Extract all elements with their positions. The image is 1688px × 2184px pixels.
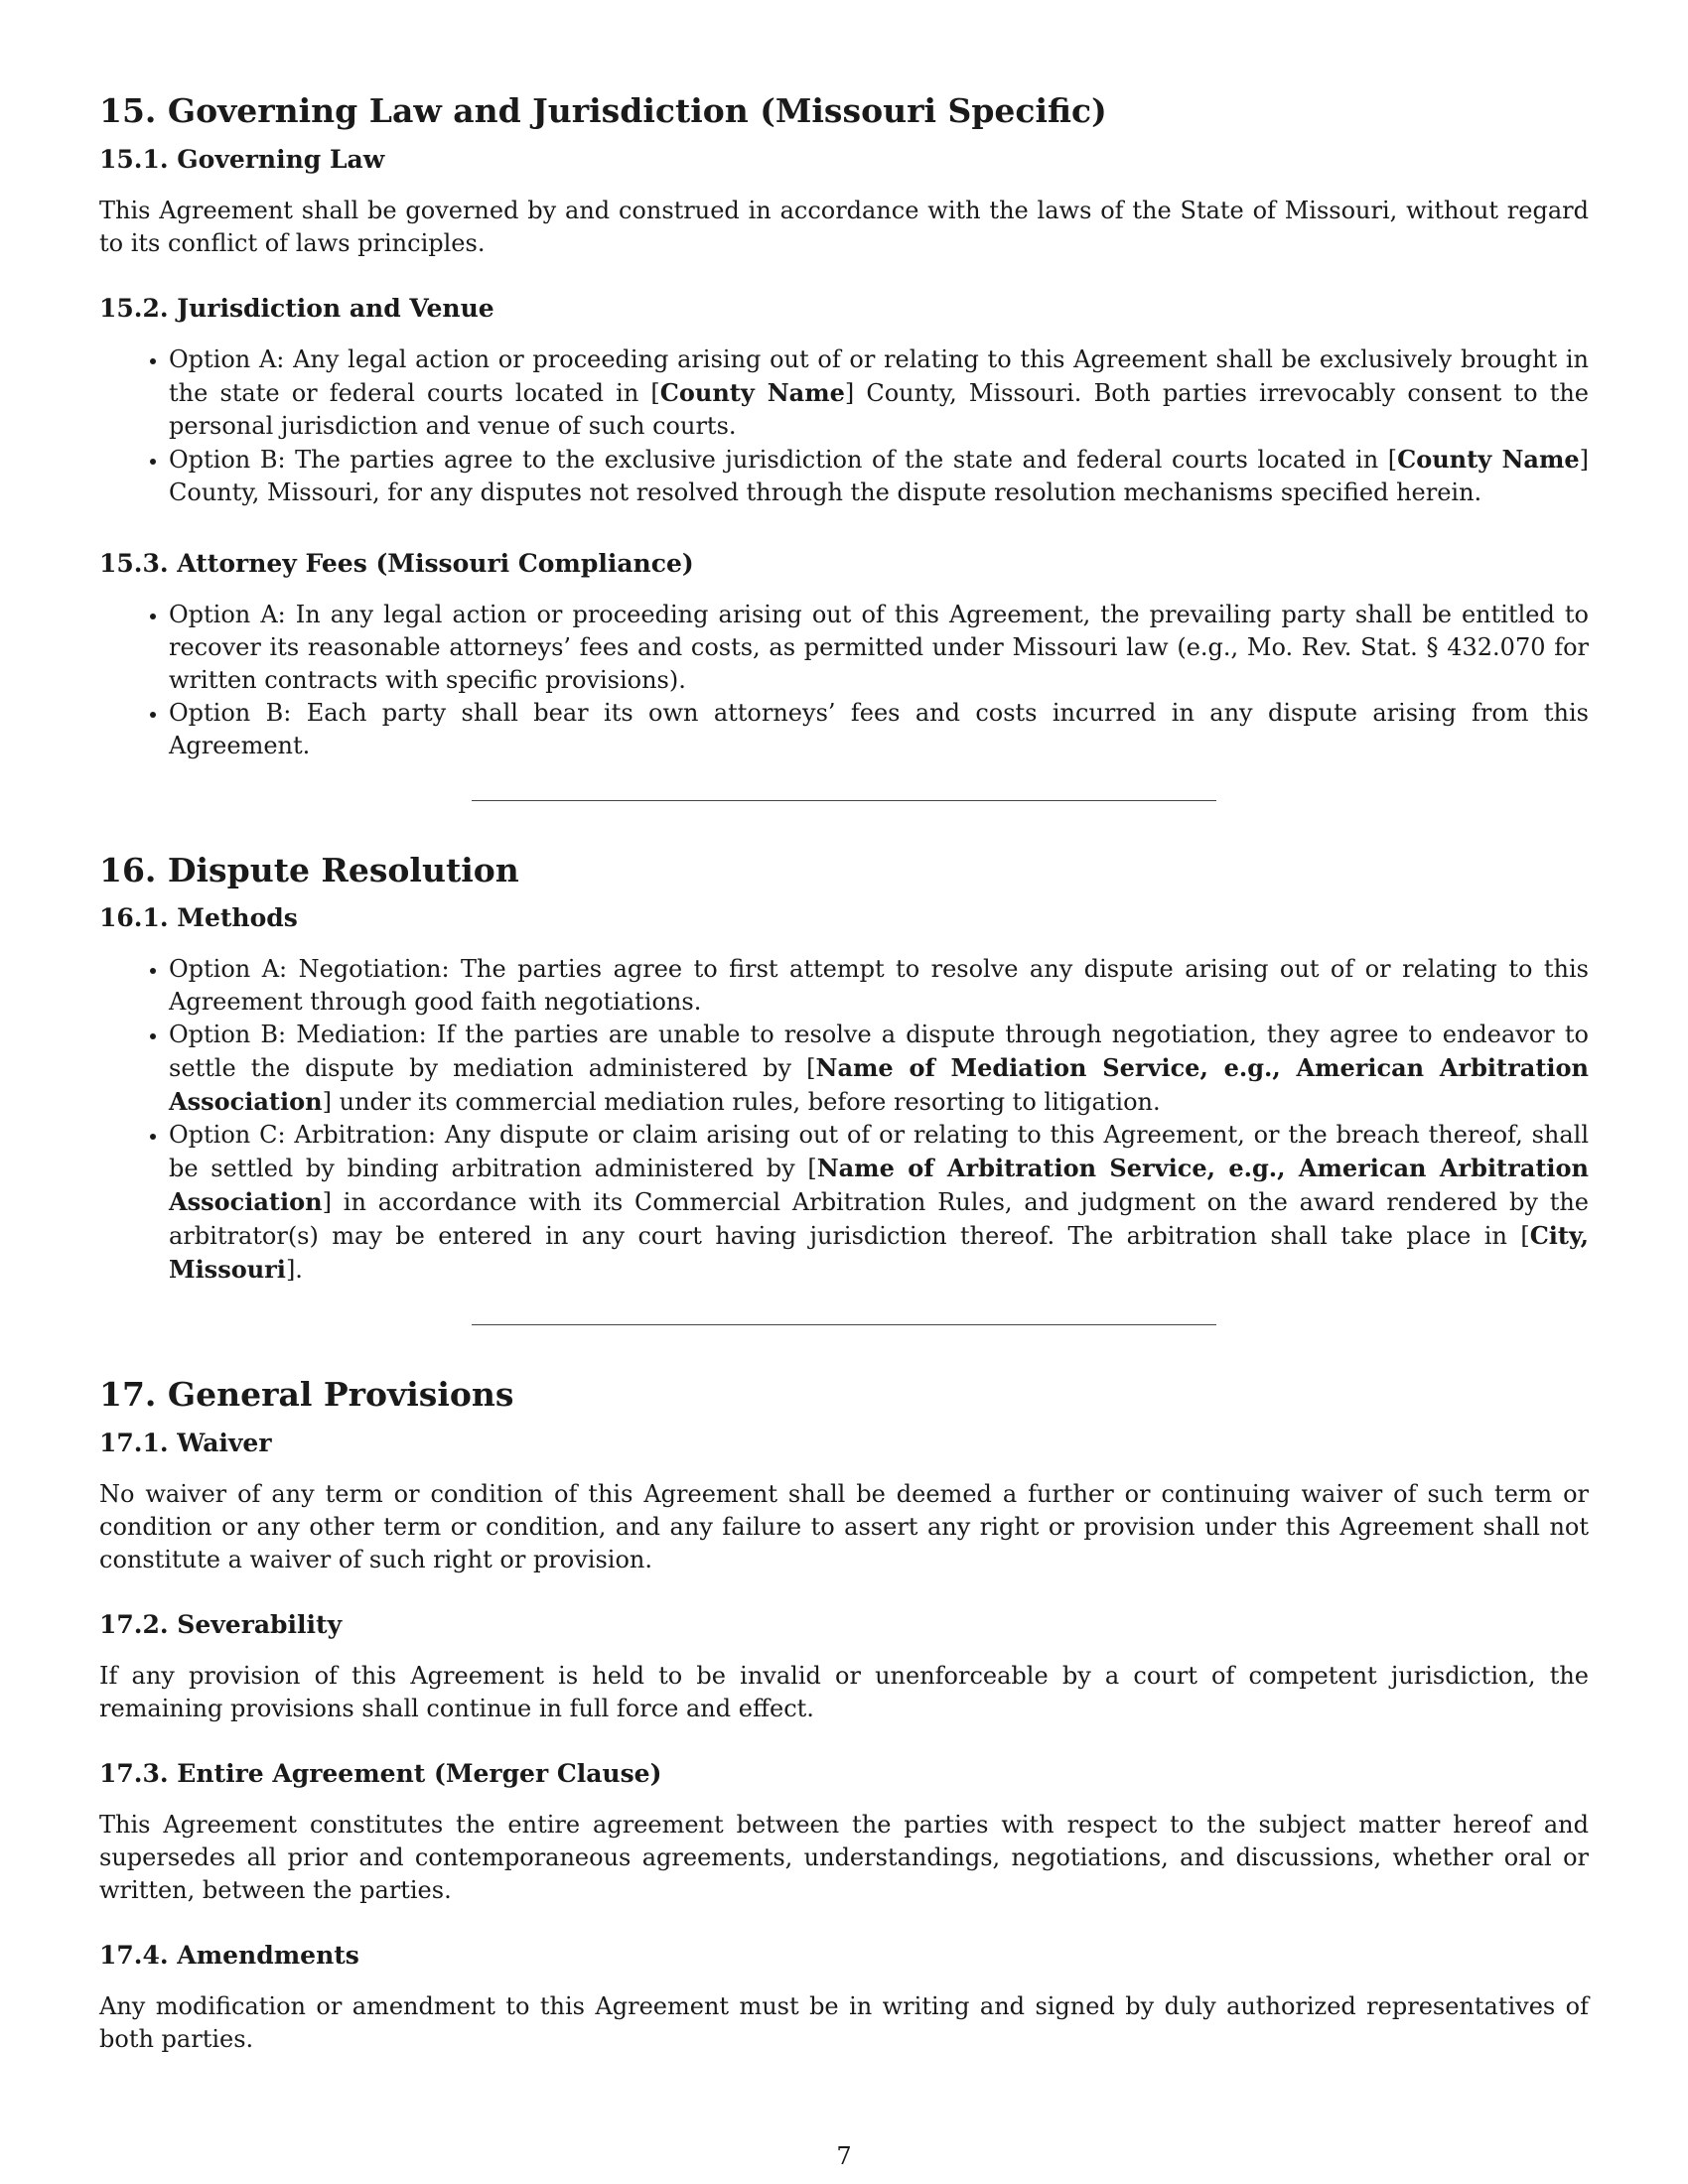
- list-text: ] County, Missouri, for any disputes not resolved through the dispute resolution mechanisms specified herein.: [169, 445, 1589, 506]
- section-17-4-heading: 17.4. Amendments: [99, 1940, 359, 1970]
- placeholder-city: City, Missouri: [169, 1221, 1589, 1285]
- placeholder-county: County Name: [1397, 444, 1580, 474]
- section-15-2-heading: 15.2. Jurisdiction and Venue: [99, 293, 494, 323]
- section-17-3-heading: 17.3. Entire Agreement (Merger Clause): [99, 1758, 662, 1788]
- section-15-3-list: [99, 599, 1589, 762]
- list-text: Option B: Mediation: If the parties are unable to resolve a dispute through negotiation, they agree to endeavor to settle the dispute by mediation administered by [: [169, 1021, 1589, 1083]
- list-text: ].: [285, 1256, 303, 1285]
- section-17-2-text: If any provision of this Agreement is held to be invalid or unenforceable by a court of competent jurisdiction, the remaining provisions shall continue in full force and effect.: [99, 1661, 1589, 1722]
- placeholder-arbitration-service: Name of Arbitration Service, e.g., American Arbitration Association: [169, 1154, 1589, 1217]
- list-item: • Option A: In any legal action or proceeding arising out of this Agreement, the prevailing party shall be entitled to recover its reasonable attorneys’ fees and costs, as permitted under Missouri law (e.g., Mo. Rev. Stat. § 432.070 for written contracts with specific provisions).: [169, 599, 1589, 697]
- section-17-4-text: Any modification or amendment to this Agreement must be in writing and signed by duly authorized representatives of both parties.: [99, 1991, 1589, 2053]
- list-text: Option A: Any legal action or proceeding arising out of or relating to this Agreement shall be exclusively brought in the state or federal courts located in [: [169, 344, 1589, 407]
- section-divider: [472, 1324, 1216, 1325]
- section-15-2-list: [99, 343, 1589, 509]
- section-17-1-heading: 17.1. Waiver: [99, 1428, 272, 1457]
- page-number: 7: [836, 2142, 852, 2170]
- list-item: [169, 443, 1589, 509]
- list-text: ] County, Missouri. Both parties irrevocably consent to the personal jurisdiction and venue of such courts.: [169, 378, 1589, 440]
- section-17-2-heading: 17.2. Severability: [99, 1609, 343, 1639]
- section-17-heading: 17. General Provisions: [99, 1375, 514, 1415]
- section-15-1-text: This Agreement shall be governed by and construed in accordance with the laws of the State of Missouri, without regard to its conflict of laws principles.: [99, 196, 1589, 257]
- section-16-1-heading: 16.1. Methods: [99, 903, 298, 933]
- list-item: [169, 1019, 1589, 1119]
- list-item: • Option B: Each party shall bear its own attorneys’ fees and costs incurred in any dispute arising from this Agreement.: [169, 697, 1589, 762]
- list-item: [169, 343, 1589, 443]
- section-17-1-text: No waiver of any term or condition of this Agreement shall be deemed a further or continuing waiver of such term or condition or any other term or condition, and any failure to assert any right or provision under this Agreement shall not constitute a waiver of such right or provision.: [99, 1479, 1589, 1573]
- placeholder-county: County Name: [659, 377, 845, 407]
- document-page: [99, 91, 1589, 2090]
- section-15-1-heading: 15.1. Governing Law: [99, 144, 385, 174]
- section-divider: [472, 800, 1216, 801]
- list-item: [169, 1119, 1589, 1287]
- section-16-heading: 16. Dispute Resolution: [99, 850, 519, 889]
- section-15-heading: 15. Governing Law and Jurisdiction (Missouri Specific): [99, 91, 1107, 130]
- list-text: ] under its commercial mediation rules, before resorting to litigation.: [322, 1088, 1161, 1117]
- list-text: ] in accordance with its Commercial Arbitration Rules, and judgment on the award rendered by the arbitrator(s) may be entered in any court having jurisdiction thereof. The arbitration shall take place in [: [169, 1188, 1589, 1251]
- section-16-1-list: [99, 953, 1589, 1287]
- list-item: • Option A: Negotiation: The parties agree to first attempt to resolve any dispute arising out of or relating to this Agreement through good faith negotiations.: [169, 953, 1589, 1019]
- section-15-3-heading: 15.3. Attorney Fees (Missouri Compliance): [99, 548, 694, 578]
- list-text: Option C: Arbitration: Any dispute or claim arising out of or relating to this Agreement, or the breach thereof, shall be settled by binding arbitration administered by [: [169, 1121, 1589, 1183]
- placeholder-mediation-service: Name of Mediation Service, e.g., American Arbitration Association: [169, 1053, 1589, 1117]
- list-text: Option B: The parties agree to the exclusive jurisdiction of the state and federal courts located in [: [169, 445, 1398, 474]
- section-17-3-text: This Agreement constitutes the entire agreement between the parties with respect to the subject matter hereof and supersedes all prior and contemporaneous agreements, understandings, negotiations, and discussions, whether oral or written, between the parties.: [99, 1810, 1589, 1904]
